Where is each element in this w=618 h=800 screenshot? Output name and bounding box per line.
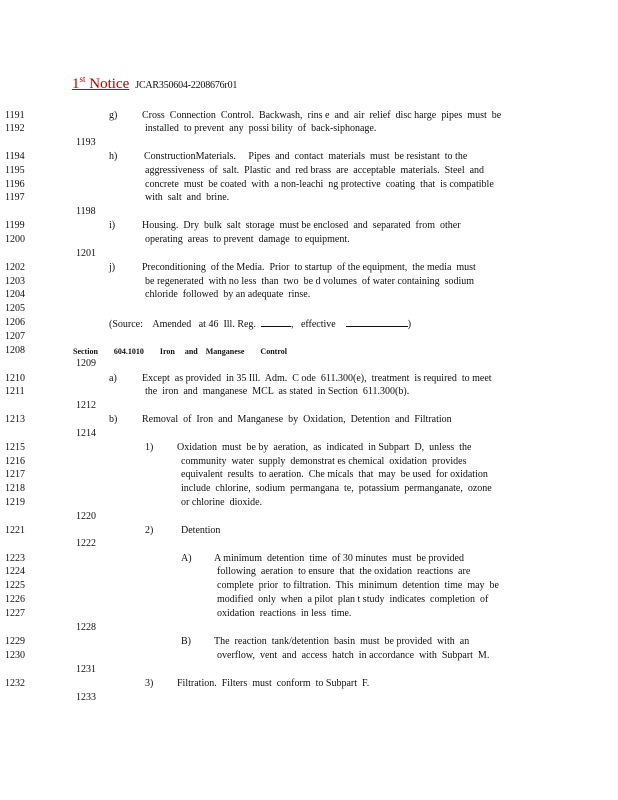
line-number: 1207 bbox=[5, 331, 25, 342]
item-label-3: 3) bbox=[145, 678, 154, 689]
line-number: 1212 bbox=[76, 400, 96, 411]
notice-title: 1st Notice bbox=[72, 74, 130, 92]
line-number: 1199 bbox=[5, 220, 25, 231]
paragraph-line: the iron and manganese MCL as stated in Section 611.300(b). bbox=[145, 386, 410, 397]
line-number: 1216 bbox=[5, 456, 25, 467]
line-number: 1211 bbox=[5, 386, 25, 397]
line-number: 1222 bbox=[76, 538, 96, 549]
line-number: 1224 bbox=[5, 566, 25, 577]
section-heading: Section 604.1010 Iron and Manganese Control bbox=[73, 347, 287, 356]
paragraph-line: installed to prevent any possi bility of back-siphonage. bbox=[145, 123, 377, 134]
paragraph-line: include chlorine, sodium permangana te, potassium permanganate, ozone bbox=[181, 483, 492, 494]
paragraph-line: Oxidation must be by aeration, as indicated in Subpart D, unless the bbox=[177, 442, 472, 453]
paragraph-line: The reaction tank/detention basin must be provided with an bbox=[214, 636, 470, 647]
line-number: 1200 bbox=[5, 234, 25, 245]
paragraph-line: community water supply demonstrat es chemical oxidation provides bbox=[181, 456, 467, 467]
paragraph-line: Cross Connection Control. Backwash, rins e and air relief disc harge pipes must be bbox=[142, 110, 502, 121]
line-number: 1205 bbox=[5, 303, 25, 314]
paragraph-line: or chlorine dioxide. bbox=[181, 497, 263, 508]
line-number: 1226 bbox=[5, 594, 25, 605]
line-number: 1233 bbox=[76, 692, 96, 703]
item-label-g: g) bbox=[109, 110, 118, 121]
paragraph-line: ConstructionMaterials. Pipes and contact materials must be resistant to the bbox=[144, 151, 468, 162]
paragraph-line: oxidation reactions in less time. bbox=[217, 608, 352, 619]
item-label-j: j) bbox=[109, 262, 116, 273]
line-number: 1196 bbox=[5, 179, 25, 190]
line-number: 1225 bbox=[5, 580, 25, 591]
line-number: 1209 bbox=[76, 358, 96, 369]
paragraph-line: following aeration to ensure that the oxidation reactions are bbox=[217, 566, 471, 577]
paragraph-line: complete prior to filtration. This minimum detention time may be bbox=[217, 580, 499, 591]
item-label-1: 1) bbox=[145, 442, 154, 453]
item-label-2: 2) bbox=[145, 525, 154, 536]
line-number: 1227 bbox=[5, 608, 25, 619]
line-number: 1230 bbox=[5, 650, 25, 661]
item-label-a: a) bbox=[109, 373, 117, 384]
item-label-i: i) bbox=[109, 220, 116, 231]
paragraph-line: modified only when a pilot plan t study indicates completion of bbox=[217, 594, 489, 605]
line-number: 1217 bbox=[5, 469, 25, 480]
paragraph-line: Filtration. Filters must conform to Subpart F. bbox=[177, 678, 370, 689]
line-number: 1218 bbox=[5, 483, 25, 494]
line-number: 1232 bbox=[5, 678, 25, 689]
line-number: 1215 bbox=[5, 442, 25, 453]
line-number: 1197 bbox=[5, 192, 25, 203]
paragraph-line: operating areas to prevent damage to equipment. bbox=[145, 234, 350, 245]
item-label-h: h) bbox=[109, 151, 118, 162]
paragraph-line: overflow, vent and access hatch in accordance with Subpart M. bbox=[217, 650, 490, 661]
line-number: 1203 bbox=[5, 276, 25, 287]
line-number: 1194 bbox=[5, 151, 25, 162]
line-number: 1191 bbox=[5, 110, 25, 121]
line-number: 1229 bbox=[5, 636, 25, 647]
paragraph-line: equivalent results to aeration. Che micals that may be used for oxidation bbox=[181, 469, 488, 480]
paragraph-line: with salt and brine. bbox=[145, 192, 230, 203]
line-number: 1223 bbox=[5, 553, 25, 564]
item-label-b: b) bbox=[109, 414, 118, 425]
line-number: 1214 bbox=[76, 428, 96, 439]
line-number: 1204 bbox=[5, 289, 25, 300]
source-note: (Source: Amended at 46 Ill. Reg. , effective ) bbox=[109, 319, 412, 330]
paragraph-line: Except as provided in 35 Ill. Adm. C ode 611.300(e), treatment is required to meet bbox=[142, 373, 492, 384]
line-number: 1231 bbox=[76, 664, 96, 675]
paragraph-line: be regenerated with no less than two be d volumes of water containing sodium bbox=[145, 276, 475, 287]
line-number: 1221 bbox=[5, 525, 25, 536]
paragraph-line: Housing. Dry bulk salt storage must be enclosed and separated from other bbox=[142, 220, 461, 231]
paragraph-line: A minimum detention time of 30 minutes must be provided bbox=[214, 553, 464, 564]
item-label-A: A) bbox=[181, 553, 192, 564]
document-header bbox=[72, 74, 237, 93]
line-number: 1206 bbox=[5, 317, 25, 328]
line-number: 1210 bbox=[5, 373, 25, 384]
line-number: 1228 bbox=[76, 622, 96, 633]
paragraph-line: concrete must be coated with a non-leachi ng protective coating that is compatible bbox=[145, 179, 494, 190]
line-number: 1198 bbox=[76, 206, 96, 217]
line-number: 1213 bbox=[5, 414, 25, 425]
effective-blank bbox=[346, 317, 408, 327]
line-number: 1202 bbox=[5, 262, 25, 273]
paragraph-line: aggressiveness of salt. Plastic and red brass are acceptable materials. Steel and bbox=[145, 165, 485, 176]
line-number: 1219 bbox=[5, 497, 25, 508]
line-number: 1195 bbox=[5, 165, 25, 176]
jcar-code: JCAR350604-2208676r01 bbox=[135, 80, 238, 91]
item-label-B: B) bbox=[181, 636, 191, 647]
line-number: 1192 bbox=[5, 123, 25, 134]
reg-blank bbox=[261, 317, 291, 327]
line-number: 1208 bbox=[5, 345, 25, 356]
paragraph-line: Removal of Iron and Manganese by Oxidation, Detention and Filtration bbox=[142, 414, 452, 425]
paragraph-line: Preconditioning of the Media. Prior to startup of the equipment, the media must bbox=[142, 262, 476, 273]
paragraph-line: chloride followed by an adequate rinse. bbox=[145, 289, 311, 300]
line-number: 1220 bbox=[76, 511, 96, 522]
paragraph-line: Detention bbox=[181, 525, 221, 536]
line-number: 1193 bbox=[76, 137, 96, 148]
line-number: 1201 bbox=[76, 248, 96, 259]
